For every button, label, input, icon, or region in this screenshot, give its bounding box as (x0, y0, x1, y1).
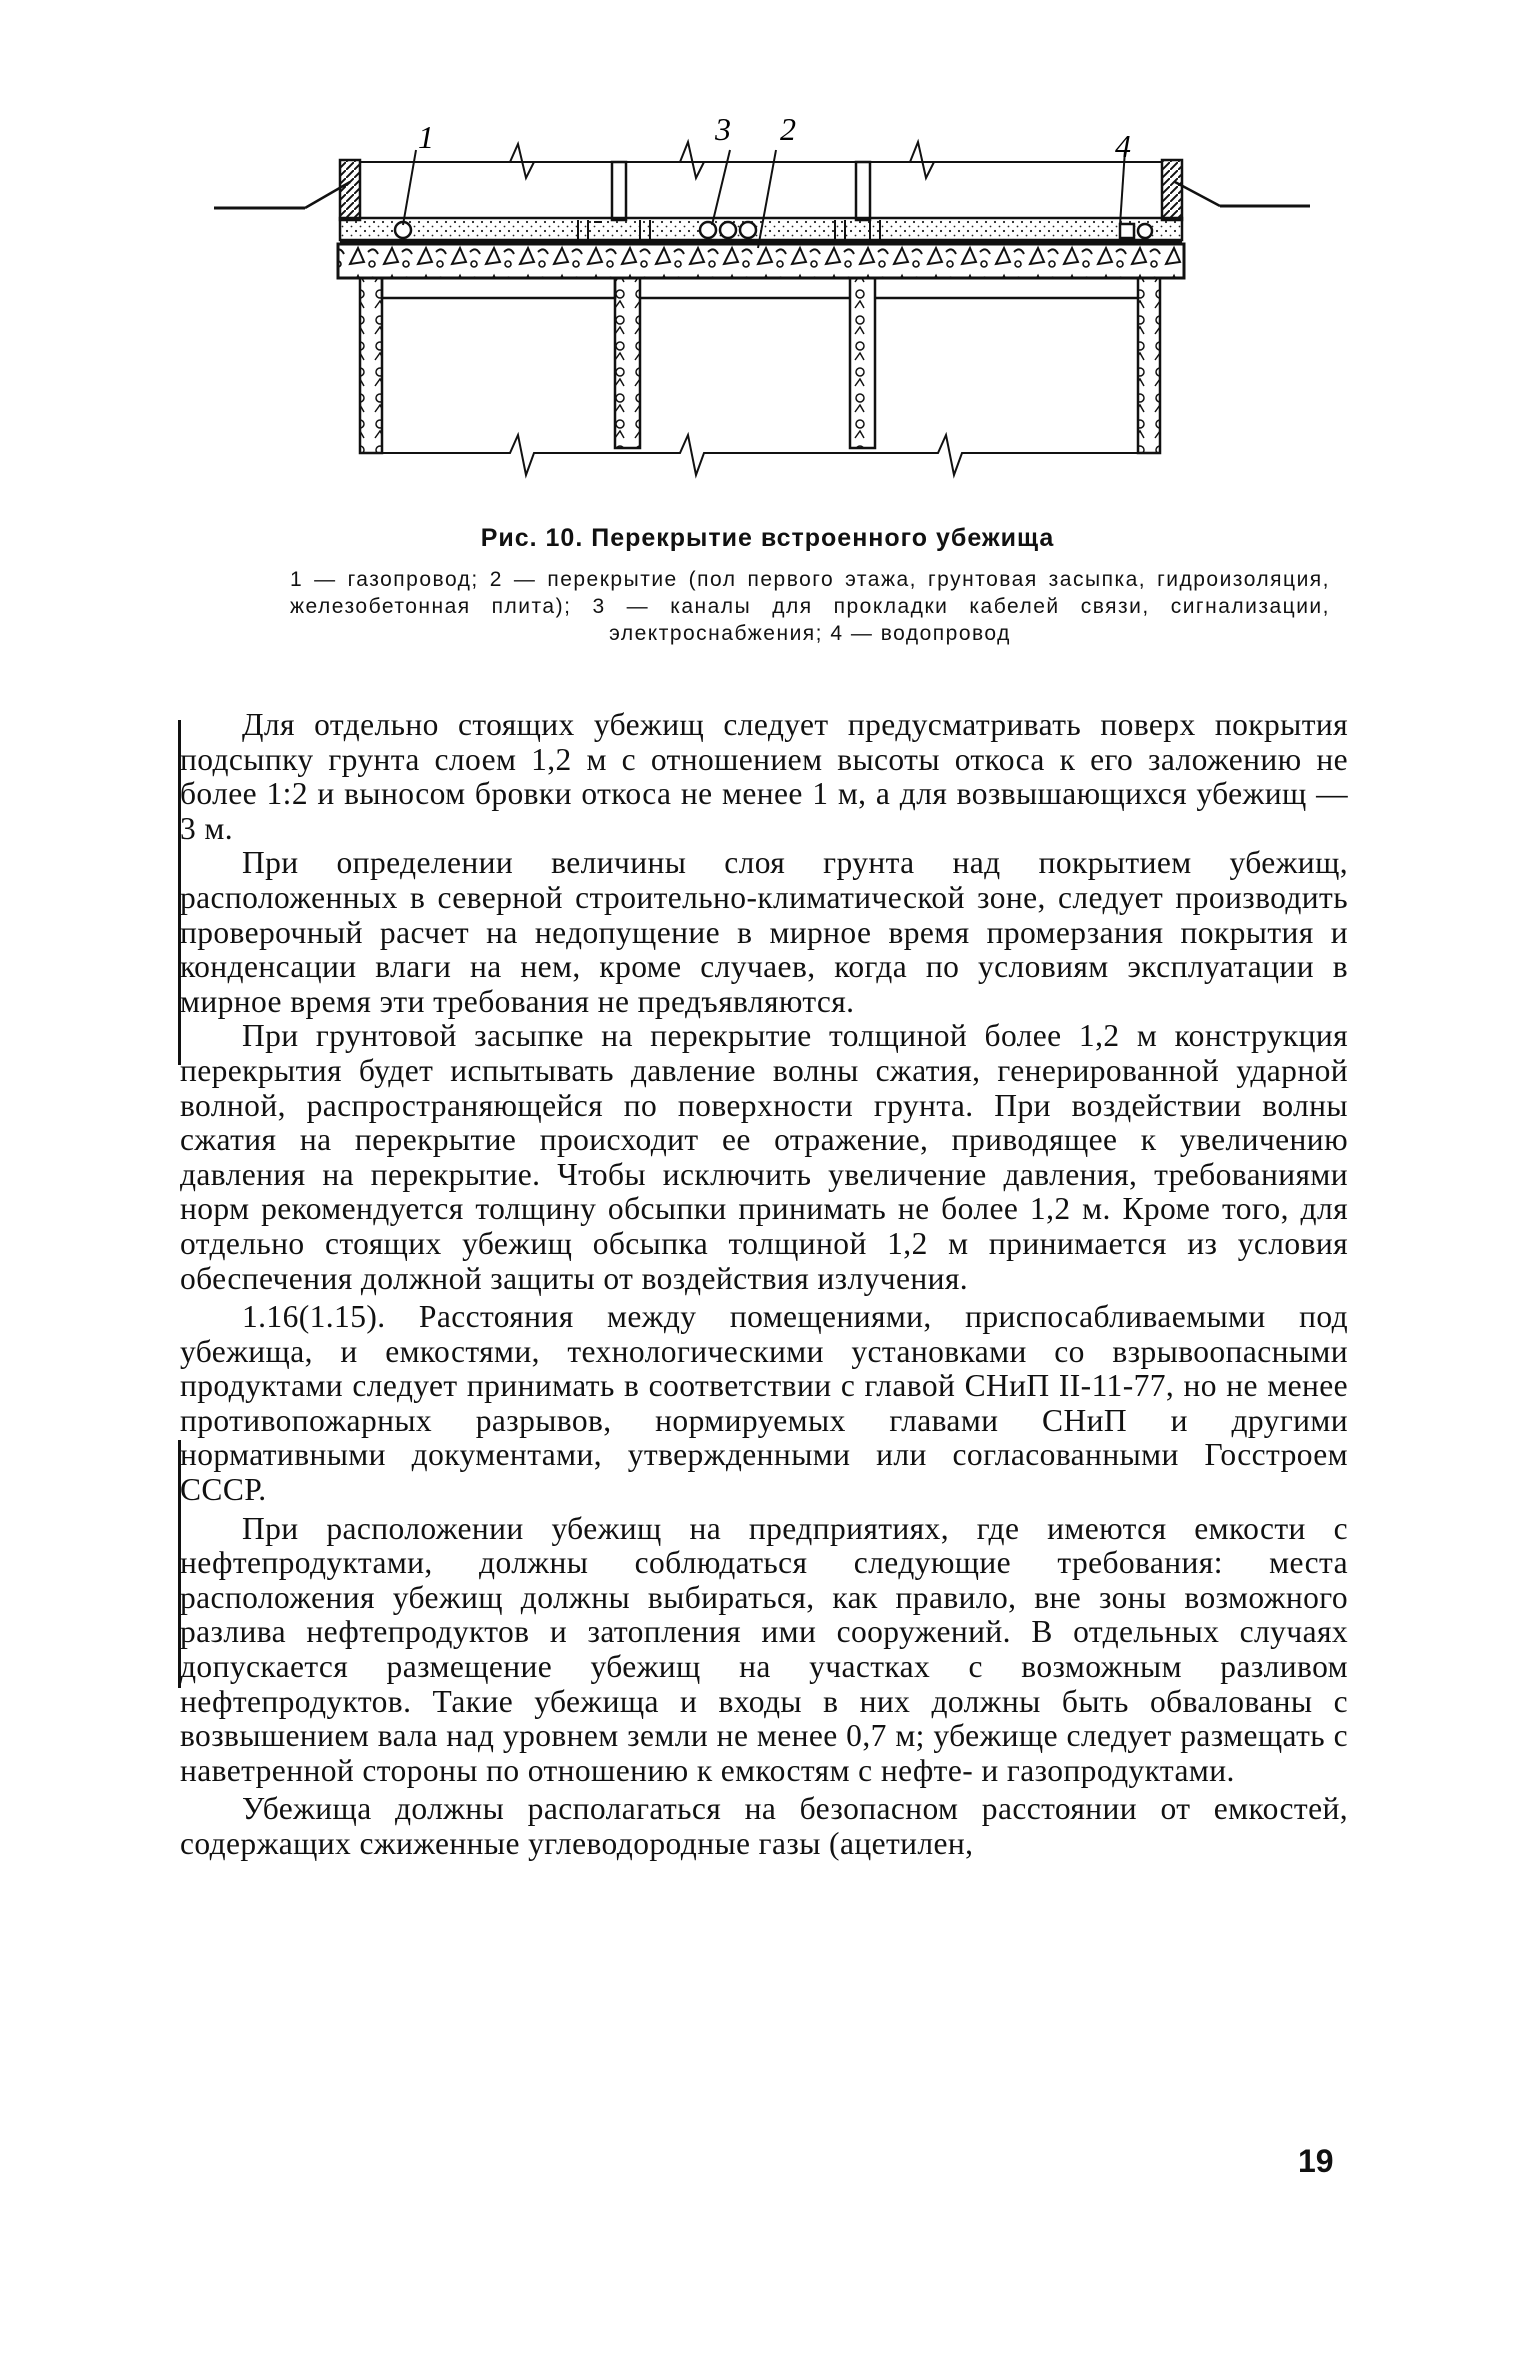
paragraph: При определении величины слоя грунта над покрытием убежищ, расположенных в северной строительно-климатической зоне, следует производить проверочный расчет на недопущение в мирное время промерзания покрытия и конденсации влаги на нем, кроме случаев, когда по условиям эксплуатации в мирное время эти требования не предъявляются. (180, 845, 1348, 1019)
body-text (180, 708, 1348, 1862)
upper-wall-left (340, 160, 360, 220)
shelter-column (615, 278, 640, 448)
paragraph: При грунтовой засыпке на перекрытие толщиной более 1,2 м конструкция перекрытия будет испытывать давление волны сжатия, генерированной ударной волной, распространяющейся по поверхности грунта. При воздействии волны сжатия на перекрытие происходит ее отражение, приводящее к увеличению давления на перекрытие. Чтобы исключить увеличение давления, требованиями норм рекомендуется толщину обсыпки принимать не более 1,2 м. Кроме того, для отдельно стоящих убежищ обсыпка толщиной 1,2 м принимается из условия обеспечения должной защиты от воздействия излучения. (180, 1018, 1348, 1296)
callout-3: 3 (715, 111, 731, 147)
paragraph: При расположении убежищ на предприятиях, где имеются емкости с нефтепродуктами, должны соблюдаться следующие требования: места расположения убежищ должны выбираться, как правило, вне зоны возможного разлива нефтепродуктов и затопления ими сооружений. В отдельных случаях допускается размещение убежищ на участках с возможным разливом нефтепродуктов. Такие убежища и входы в них должны быть обвалованы с возвышением вала над уровнем земли не менее 0,7 м; убежище следует размещать с наветренной стороны по отношению к емкостям с нефте- и газопродуктами. (180, 1510, 1348, 1788)
figure-caption-title: Рис. 10. Перекрытие встроенного убежища (480, 524, 1055, 552)
water-pipe-icon (1120, 224, 1134, 238)
figure-floor-slab-diagram (210, 111, 1310, 510)
figure-caption-legend: 1 — газопровод; 2 — перекрытие (пол первого этажа, грунтовая засыпка, гидроизоляция, железобетонная плита); 3 — каналы для прокладки кабелей связи, сигнализации, электроснабжения; 4 — водопровод (290, 568, 1330, 645)
upper-wall-right (1162, 160, 1182, 220)
cable-channel-icon (700, 222, 716, 238)
callout-2: 2 (780, 111, 796, 147)
callout-1: 1 (418, 119, 434, 155)
page-number: 19 (1298, 2143, 1334, 2179)
concrete-slab (338, 244, 1184, 278)
shelter-wall-left (360, 278, 382, 453)
floor-slab-drawing (210, 111, 1310, 510)
paragraph: Для отдельно стоящих убежищ следует предусматривать поверх покрытия подсыпку грунта слоем 1,2 м с отношением высоты откоса к его заложению не более 1:2 и выносом бровки откоса не менее 1 м, а для возвышающихся убежищ — 3 м. (180, 707, 1348, 846)
shelter-wall-right (1138, 278, 1160, 453)
callout-4: 4 (1115, 128, 1131, 165)
paragraph: Убежища должны располагаться на безопасном расстоянии от емкостей, содержащих сжиженные углеводородные газы (ацетилен, (180, 1791, 1348, 1861)
shelter-column (850, 278, 875, 448)
paragraph: 1.16(1.15). Расстояния между помещениями, приспосабливаемыми под убежища, и емкостями, технологическими установками со взрывоопасными продуктами следует принимать в соответствии с главой СНиП II-11-77, но не менее противопожарных разрывов, нормируемых главами СНиП и другими нормативными документами, утвержденными или согласованными Госстроем СССР. (180, 1299, 1348, 1508)
